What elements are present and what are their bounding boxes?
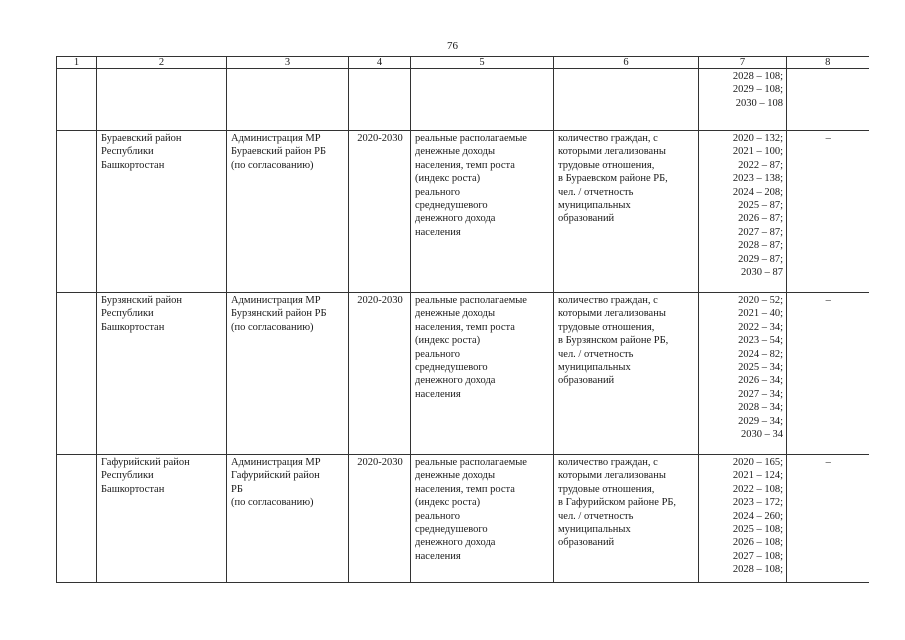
table-row — [57, 131, 869, 293]
cell-empty — [57, 455, 97, 583]
value-line: 2022 – 108; — [732, 483, 783, 495]
value-line: 2021 – 124; — [732, 470, 783, 482]
yearly-values — [699, 131, 787, 293]
measure: количество граждан, с которыми легализованы трудовые отношения, в Бураевском районе РБ, чел. / отчетность муниципальных образований — [554, 131, 699, 293]
col-header-3: 3 — [227, 57, 349, 69]
value-line: 2027 – 108; — [732, 550, 783, 562]
executor: Администрация МР Бураевский район РБ (по согласованию) — [227, 131, 349, 293]
value-line: 2030 – 34 — [741, 429, 783, 441]
col-header-8: 8 — [787, 57, 869, 69]
cell-empty — [57, 131, 97, 293]
indicator: реальные располагаемые денежные доходы населения, темп роста (индекс роста) реального среднедушевого денежного дохода населения — [411, 293, 554, 455]
value-line: 2023 – 172; — [732, 497, 783, 509]
value-line: 2024 – 260; — [732, 510, 783, 522]
yearly-values — [699, 69, 787, 131]
col-header-6: 6 — [554, 57, 699, 69]
value-line: 2023 – 138; — [732, 173, 783, 185]
value-line: 2025 – 87; — [738, 200, 783, 212]
table-row — [57, 455, 869, 583]
value-line: 2021 – 40; — [738, 308, 783, 320]
executor: Администрация МР Бурзянский район РБ (по согласованию) — [227, 293, 349, 455]
cell-empty — [349, 69, 411, 131]
value-line: 2022 – 34; — [738, 321, 783, 333]
value-line: 2028 – 34; — [738, 402, 783, 414]
value-line: 2030 – 87 — [741, 267, 783, 279]
value-line: 2028 – 108; — [732, 71, 783, 82]
col-header-5: 5 — [411, 57, 554, 69]
period: 2020-2030 — [349, 131, 411, 293]
value-line: 2028 – 87; — [738, 240, 783, 252]
cell-empty — [554, 69, 699, 131]
district-name: Бурзянский район Республики Башкортостан — [97, 293, 227, 455]
note: – — [787, 293, 869, 455]
value-line: 2025 – 34; — [738, 362, 783, 374]
value-line: 2026 – 87; — [738, 213, 783, 225]
value-line: 2025 – 108; — [732, 524, 783, 536]
note: – — [787, 455, 869, 583]
col-header-7: 7 — [699, 57, 787, 69]
value-line: 2029 – 87; — [738, 253, 783, 265]
value-line: 2029 – 34; — [738, 415, 783, 427]
yearly-values — [699, 293, 787, 455]
value-line: 2022 – 87; — [738, 159, 783, 171]
value-line: 2024 – 208; — [732, 186, 783, 198]
value-line: 2024 – 82; — [738, 348, 783, 360]
cell-empty — [227, 69, 349, 131]
district-name: Бураевский район Республики Башкортостан — [97, 131, 227, 293]
value-line: 2029 – 108; — [732, 84, 783, 96]
value-line: 2030 – 108 — [735, 97, 783, 109]
measure: количество граждан, с которыми легализованы трудовые отношения, в Гафурийском районе РБ, чел. / отчетность муниципальных образований — [554, 455, 699, 583]
value-line: 2028 – 108; — [732, 564, 783, 576]
column-number-row — [57, 57, 869, 69]
cell-empty — [57, 293, 97, 455]
value-line: 2027 – 87; — [738, 226, 783, 238]
cell-empty — [97, 69, 227, 131]
program-table — [56, 56, 869, 583]
cell-empty — [57, 69, 97, 131]
note: – — [787, 131, 869, 293]
value-line: 2020 – 165; — [732, 457, 783, 468]
table-row — [57, 293, 869, 455]
value-line: 2026 – 34; — [738, 375, 783, 387]
carry-over-row — [57, 69, 869, 131]
value-line: 2026 – 108; — [732, 537, 783, 549]
period: 2020-2030 — [349, 293, 411, 455]
cell-empty — [787, 69, 869, 131]
measure: количество граждан, с которыми легализованы трудовые отношения, в Бурзянском районе РБ, чел. / отчетность муниципальных образований — [554, 293, 699, 455]
indicator: реальные располагаемые денежные доходы населения, темп роста (индекс роста) реального среднедушевого денежного дохода населения — [411, 131, 554, 293]
page-number: 76 — [447, 40, 458, 52]
district-name: Гафурийский район Республики Башкортостан — [97, 455, 227, 583]
executor: Администрация МР Гафурийский район РБ (по согласованию) — [227, 455, 349, 583]
cell-empty — [411, 69, 554, 131]
indicator: реальные располагаемые денежные доходы населения, темп роста (индекс роста) реального среднедушевого денежного дохода населения — [411, 455, 554, 583]
col-header-2: 2 — [97, 57, 227, 69]
yearly-values — [699, 455, 787, 583]
value-line: 2021 – 100; — [732, 146, 783, 158]
col-header-1: 1 — [57, 57, 97, 69]
value-line: 2023 – 54; — [738, 335, 783, 347]
value-line: 2020 – 52; — [738, 295, 783, 306]
value-line: 2027 – 34; — [738, 388, 783, 400]
period: 2020-2030 — [349, 455, 411, 583]
value-line: 2020 – 132; — [732, 133, 783, 144]
col-header-4: 4 — [349, 57, 411, 69]
